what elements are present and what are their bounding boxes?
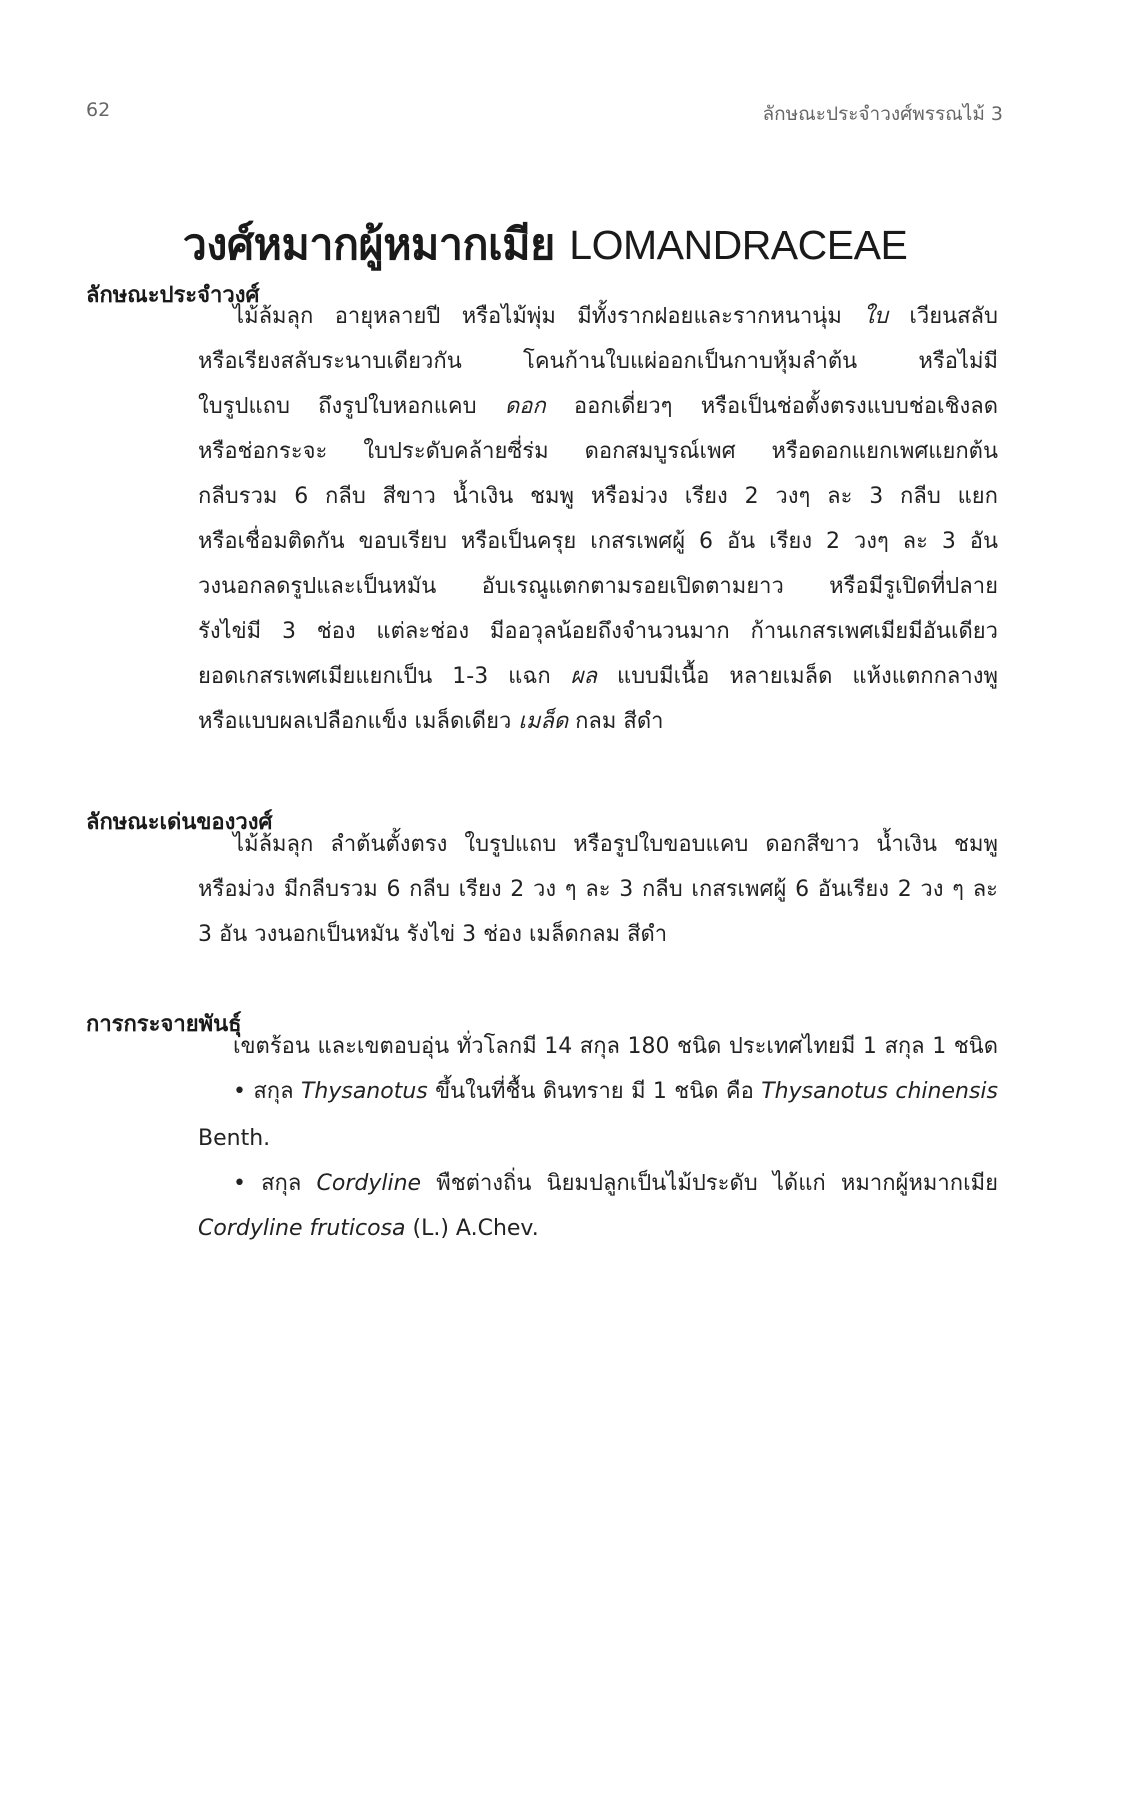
paragraph-line: หรือแบบผลเปลือกแข็ง เมล็ดเดียว เมล็ด กลม สีดำ bbox=[198, 709, 664, 734]
paragraph-line: หรือม่วง มีกลีบรวม 6 กลีบ เรียง 2 วง ๆ ละ 3 กลีบ เกสรเพศผู้ 6 อันเรียง 2 วง ๆ ละ bbox=[198, 877, 998, 902]
paragraph-line: • สกุล Thysanotus ขึ้นในที่ชื้น ดินทราย มี 1 ชนิด คือ Thysanotus chinensis bbox=[233, 1079, 998, 1104]
family-name-latin: LOMANDRACEAE bbox=[569, 222, 908, 268]
distribution-paragraph bbox=[198, 1024, 998, 1114]
paragraph-line: Cordyline fruticosa (L.) A.Chev. bbox=[198, 1216, 539, 1241]
paragraph-line: ไม้ล้มลุก อายุหลายปี หรือไม้พุ่ม มีทั้งรากฝอยและรากหนานุ่ม ใบ เวียนสลับ bbox=[233, 304, 999, 329]
running-title: ลักษณะประจำวงศ์พรรณไม้ 3 bbox=[762, 103, 1003, 125]
page-title bbox=[0, 210, 1090, 278]
paragraph-line: วงนอกลดรูปและเป็นหมัน อับเรณูแตกตามรอยเปิดตามยาว หรือมีรูเปิดที่ปลาย bbox=[198, 574, 998, 599]
section-heading-distribution: การกระจายพันธุ์ bbox=[86, 1012, 242, 1037]
paragraph-line: • สกุล Cordyline พืชต่างถิ่น นิยมปลูกเป็นไม้ประดับ ได้แก่ หมากผู้หมากเมีย bbox=[233, 1171, 998, 1196]
section-heading-characteristics: ลักษณะประจำวงศ์ bbox=[86, 283, 260, 308]
family-name-thai: วงศ์หมากผู้หมากเมีย bbox=[182, 220, 555, 270]
distinctive-paragraph bbox=[198, 822, 998, 957]
section-heading-distinctive: ลักษณะเด่นของวงศ์ bbox=[86, 810, 273, 835]
paragraph-line: หรือเชื่อมติดกัน ขอบเรียบ หรือเป็นครุย เกสรเพศผู้ 6 อัน เรียง 2 วงๆ ละ 3 อัน bbox=[198, 529, 998, 554]
paragraph-line: ยอดเกสรเพศเมียแยกเป็น 1-3 แฉก ผล แบบมีเนื้อ หลายเมล็ด แห้งแตกกลางพู bbox=[198, 664, 998, 689]
paragraph-line: กลีบรวม 6 กลีบ สีขาว น้ำเงิน ชมพู หรือม่วง เรียง 2 วงๆ ละ 3 กลีบ แยก bbox=[198, 484, 999, 509]
distribution-paragraph-continued bbox=[198, 1116, 998, 1251]
paragraph-line: เขตร้อน และเขตอบอุ่น ทั่วโลกมี 14 สกุล 180 ชนิด ประเทศไทยมี 1 สกุล 1 ชนิด bbox=[233, 1034, 998, 1059]
characteristics-paragraph bbox=[198, 294, 998, 744]
paragraph-line: หรือเรียงสลับระนาบเดียวกัน โคนก้านใบแผ่ออกเป็นกาบหุ้มลำต้น หรือไม่มี bbox=[198, 349, 998, 374]
page-number: 62 bbox=[86, 99, 111, 121]
paragraph-line: Benth. bbox=[198, 1126, 271, 1151]
paragraph-line: รังไข่มี 3 ช่อง แต่ละช่อง มีออวุลน้อยถึงจำนวนมาก ก้านเกสรเพศเมียมีอันเดียว bbox=[198, 619, 998, 644]
paragraph-line: ไม้ล้มลุก ลำต้นตั้งตรง ใบรูปแถบ หรือรูปใบขอบแคบ ดอกสีขาว น้ำเงิน ชมพู bbox=[233, 832, 998, 857]
paragraph-line: ใบรูปแถบ ถึงรูปใบหอกแคบ ดอก ออกเดี่ยวๆ หรือเป็นช่อตั้งตรงแบบช่อเชิงลด bbox=[198, 394, 999, 419]
paragraph-line: 3 อัน วงนอกเป็นหมัน รังไข่ 3 ช่อง เมล็ดกลม สีดำ bbox=[198, 922, 668, 947]
paragraph-line: หรือช่อกระจะ ใบประดับคล้ายซี่ร่ม ดอกสมบูรณ์เพศ หรือดอกแยกเพศแยกต้น bbox=[198, 439, 998, 464]
